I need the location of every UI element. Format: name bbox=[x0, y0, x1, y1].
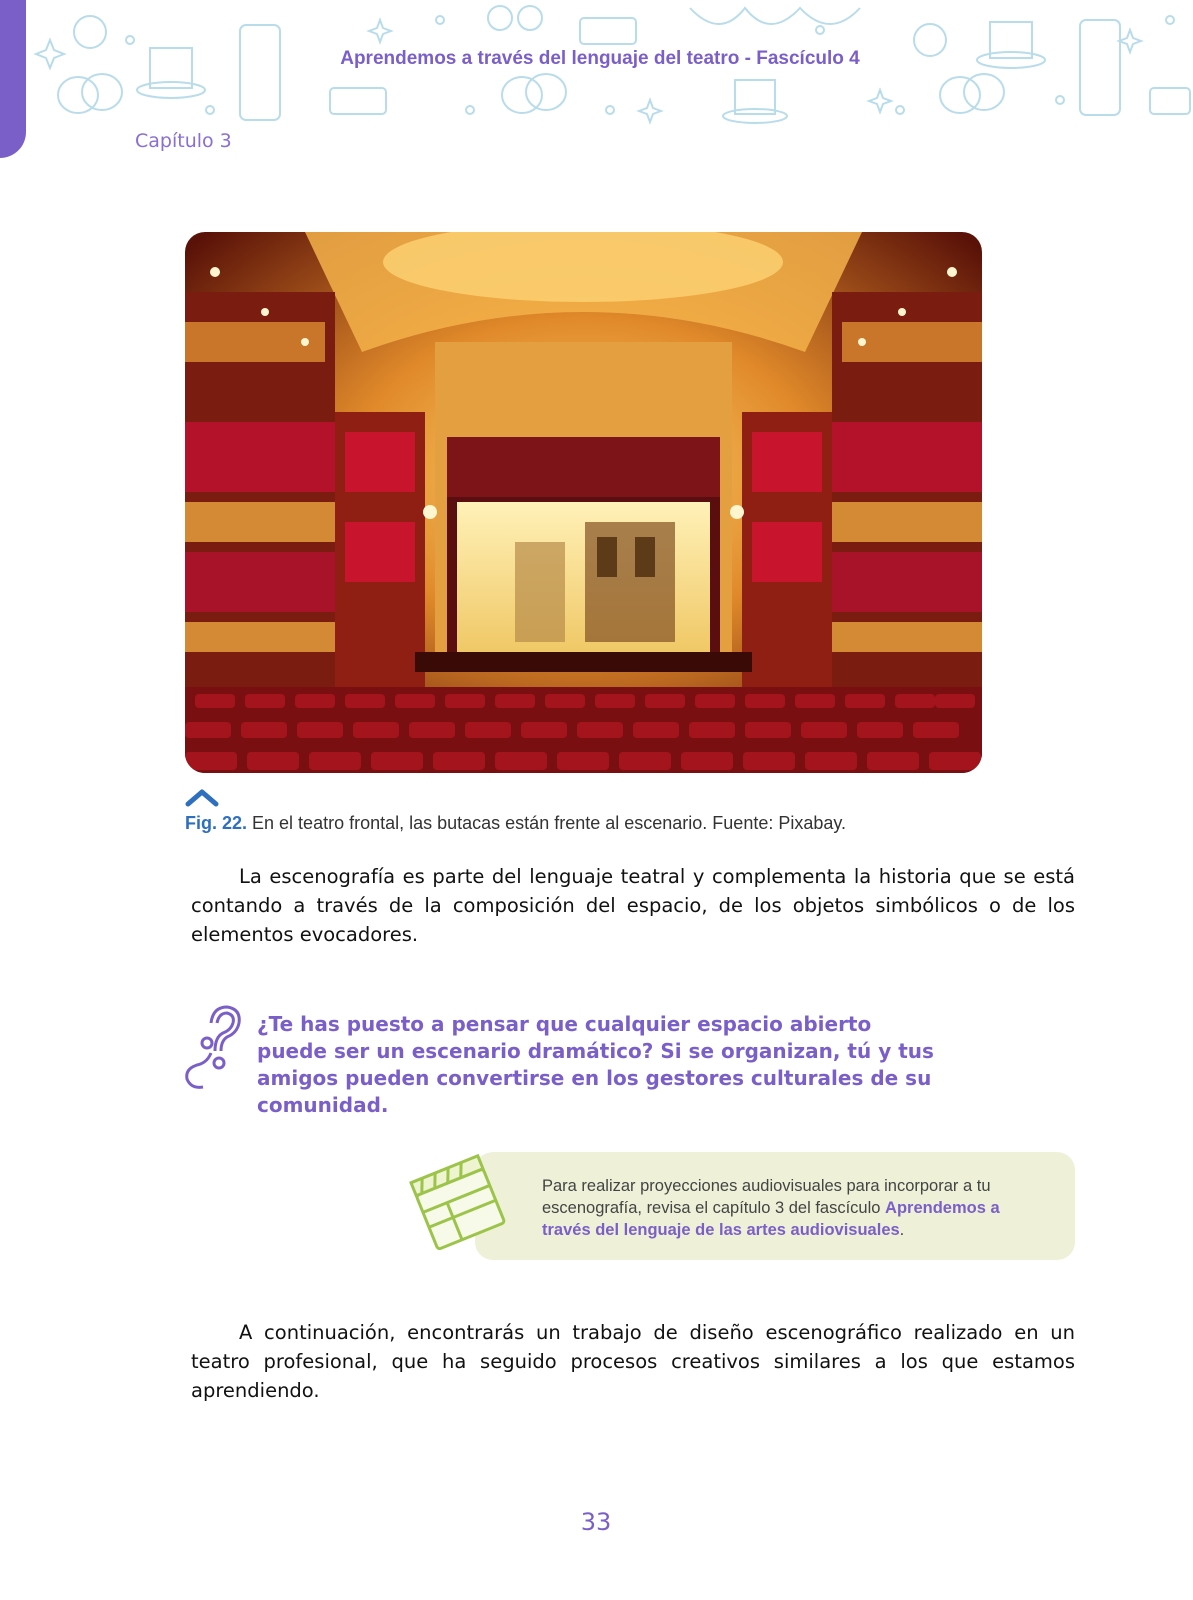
figure-label: Fig. 22. bbox=[185, 813, 248, 833]
header-title: Aprendemos a través del lenguaje del teatro - Fascículo 4 bbox=[320, 48, 880, 70]
binoculars-icon bbox=[488, 6, 542, 30]
clapperboard-icon bbox=[406, 1143, 506, 1253]
note-text-before: Para realizar proyecciones audiovisuales para incorporar a tu escenografía, revisa el capítulo 3 del fascículo bbox=[542, 1177, 991, 1217]
top-hat-icon bbox=[137, 22, 1045, 123]
side-tab bbox=[0, 0, 26, 158]
chevron-up-icon bbox=[185, 787, 219, 807]
note-link[interactable]: Aprendemos a través del lenguaje de las artes audiovisuales bbox=[542, 1199, 1000, 1239]
paragraph-1 bbox=[191, 862, 1075, 949]
note-text bbox=[542, 1175, 1042, 1241]
page-number: 33 bbox=[580, 1508, 612, 1536]
curtain-icon bbox=[690, 8, 860, 24]
theater-photo bbox=[185, 232, 982, 773]
chapter-label: Capítulo 3 bbox=[135, 130, 232, 152]
question-mark-icon bbox=[183, 1003, 243, 1091]
question-prompt: ¿Te has puesto a pensar que cualquier espacio abierto puede ser un escenario dramático? Si se organizan, tú y tus amigos pueden convertirse en los gestores culturales de su comunidad. bbox=[257, 1012, 934, 1117]
paragraph-2 bbox=[191, 1318, 1075, 1405]
paragraph-2-text: A continuación, encontrarás un trabajo de diseño escenográfico realizado en un teatro profesional, que ha seguido procesos creativos similares a los que estamos aprendiendo. bbox=[191, 1321, 1075, 1402]
figure-caption-text: En el teatro frontal, las butacas están frente al escenario. Fuente: Pixabay. bbox=[252, 813, 847, 833]
paragraph-1-text: La escenografía es parte del lenguaje teatral y complementa la historia que se está contando a través de la composición del espacio, de los objetos simbólicos o de los elementos evocadores. bbox=[191, 865, 1075, 946]
throne-icon bbox=[240, 20, 1120, 120]
figure-caption bbox=[185, 813, 1005, 834]
note-text-after: . bbox=[899, 1221, 905, 1239]
